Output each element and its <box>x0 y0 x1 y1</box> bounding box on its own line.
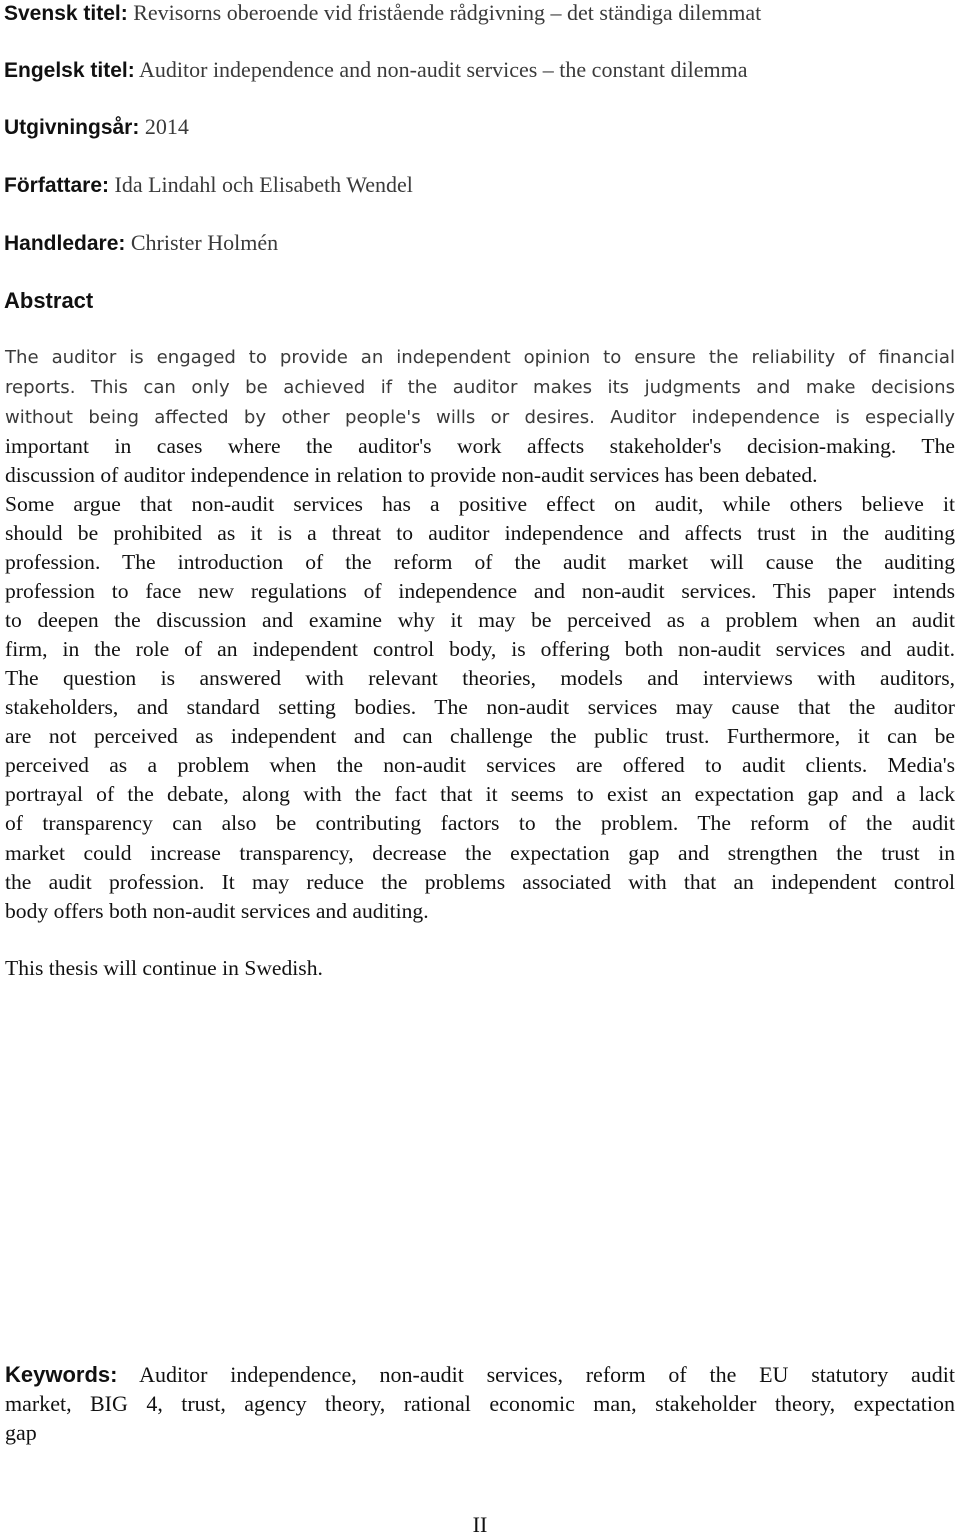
keywords-text: market, BIG 4, trust, agency theory, rational economic man, stakeholder theory, expectation <box>5 1391 955 1416</box>
supervisor-line <box>4 230 278 257</box>
authors-value: Ida Lindahl och Elisabeth Wendel <box>114 172 413 197</box>
authors-label: Författare: <box>4 174 110 197</box>
keywords-first-line <box>5 1360 955 1389</box>
abstract-line: of transparency can also be contributing factors to the problem. The reform of the audit <box>5 811 955 835</box>
abstract-line: without being affected by other people's wills or desires. Auditor independence is especially <box>5 407 955 428</box>
english-title-line <box>4 57 747 84</box>
abstract-line: are not perceived as independent and can challenge the public trust. Furthermore, it can be <box>5 724 955 748</box>
abstract-heading: Abstract <box>4 288 94 313</box>
abstract-line: discussion of auditor independence in relation to provide non-audit services has been debated. <box>5 463 818 487</box>
abstract-line: firm, in the role of an independent control body, is offering both non-audit services and audit. <box>5 637 955 661</box>
abstract-line: perceived as a problem when the non-audit services are offered to audit clients. Media's <box>5 753 955 777</box>
abstract-line: Some argue that non-audit services has a positive effect on audit, while others believe it <box>5 492 955 516</box>
abstract-line: stakeholders, and standard setting bodies. The non-audit services may cause that the auditor <box>5 695 955 719</box>
abstract-line: profession. The introduction of the reform of the audit market will cause the auditing <box>5 550 955 574</box>
publication-year-value: 2014 <box>144 114 189 139</box>
abstract-line: the audit profession. It may reduce the problems associated with that an independent control <box>5 870 955 894</box>
abstract-line: portrayal of the debate, along with the fact that it seems to exist an expectation gap and a lack <box>5 782 955 806</box>
keywords-label: Keywords: <box>5 1362 118 1387</box>
abstract-line: market could increase transparency, decrease the expectation gap and strengthen the trust in <box>5 841 955 865</box>
abstract-line: body offers both non-audit services and auditing. <box>5 899 429 923</box>
abstract-line: to deepen the discussion and examine why it may be perceived as a problem when an audit <box>5 608 955 632</box>
abstract-line: important in cases where the auditor's work affects stakeholder's decision-making. The <box>5 434 955 458</box>
abstract-line: The auditor is engaged to provide an independent opinion to ensure the reliability of financial <box>5 347 955 368</box>
publication-year-label: Utgivningsår: <box>4 116 140 139</box>
abstract-line: The question is answered with relevant theories, models and interviews with auditors, <box>5 666 955 690</box>
swedish-title-line <box>4 0 761 27</box>
supervisor-label: Handledare: <box>4 232 126 255</box>
keywords-text: Auditor independence, non-audit services, reform of the EU statutory audit <box>139 1362 955 1387</box>
keywords-block <box>5 1360 955 1447</box>
english-title-value: Auditor independence and non-audit services – the constant dilemma <box>139 57 748 82</box>
abstract-line: should be prohibited as it is a threat to auditor independence and affects trust in the auditing <box>5 521 955 545</box>
continuation-note: This thesis will continue in Swedish. <box>5 956 323 980</box>
swedish-title-label: Svensk titel: <box>4 2 128 25</box>
page-number: II <box>472 1512 488 1537</box>
english-title-label: Engelsk titel: <box>4 59 135 82</box>
keywords-text: gap <box>5 1420 37 1445</box>
swedish-title-value: Revisorns oberoende vid fristående rådgivning – det ständiga dilemmat <box>133 0 762 25</box>
authors-line <box>4 172 413 199</box>
publication-year-line <box>4 114 189 141</box>
abstract-line: profession to face new regulations of independence and non-audit services. This paper intends <box>5 579 955 603</box>
supervisor-value: Christer Holmén <box>130 230 279 255</box>
abstract-line: reports. This can only be achieved if the auditor makes its judgments and make decisions <box>5 377 955 398</box>
